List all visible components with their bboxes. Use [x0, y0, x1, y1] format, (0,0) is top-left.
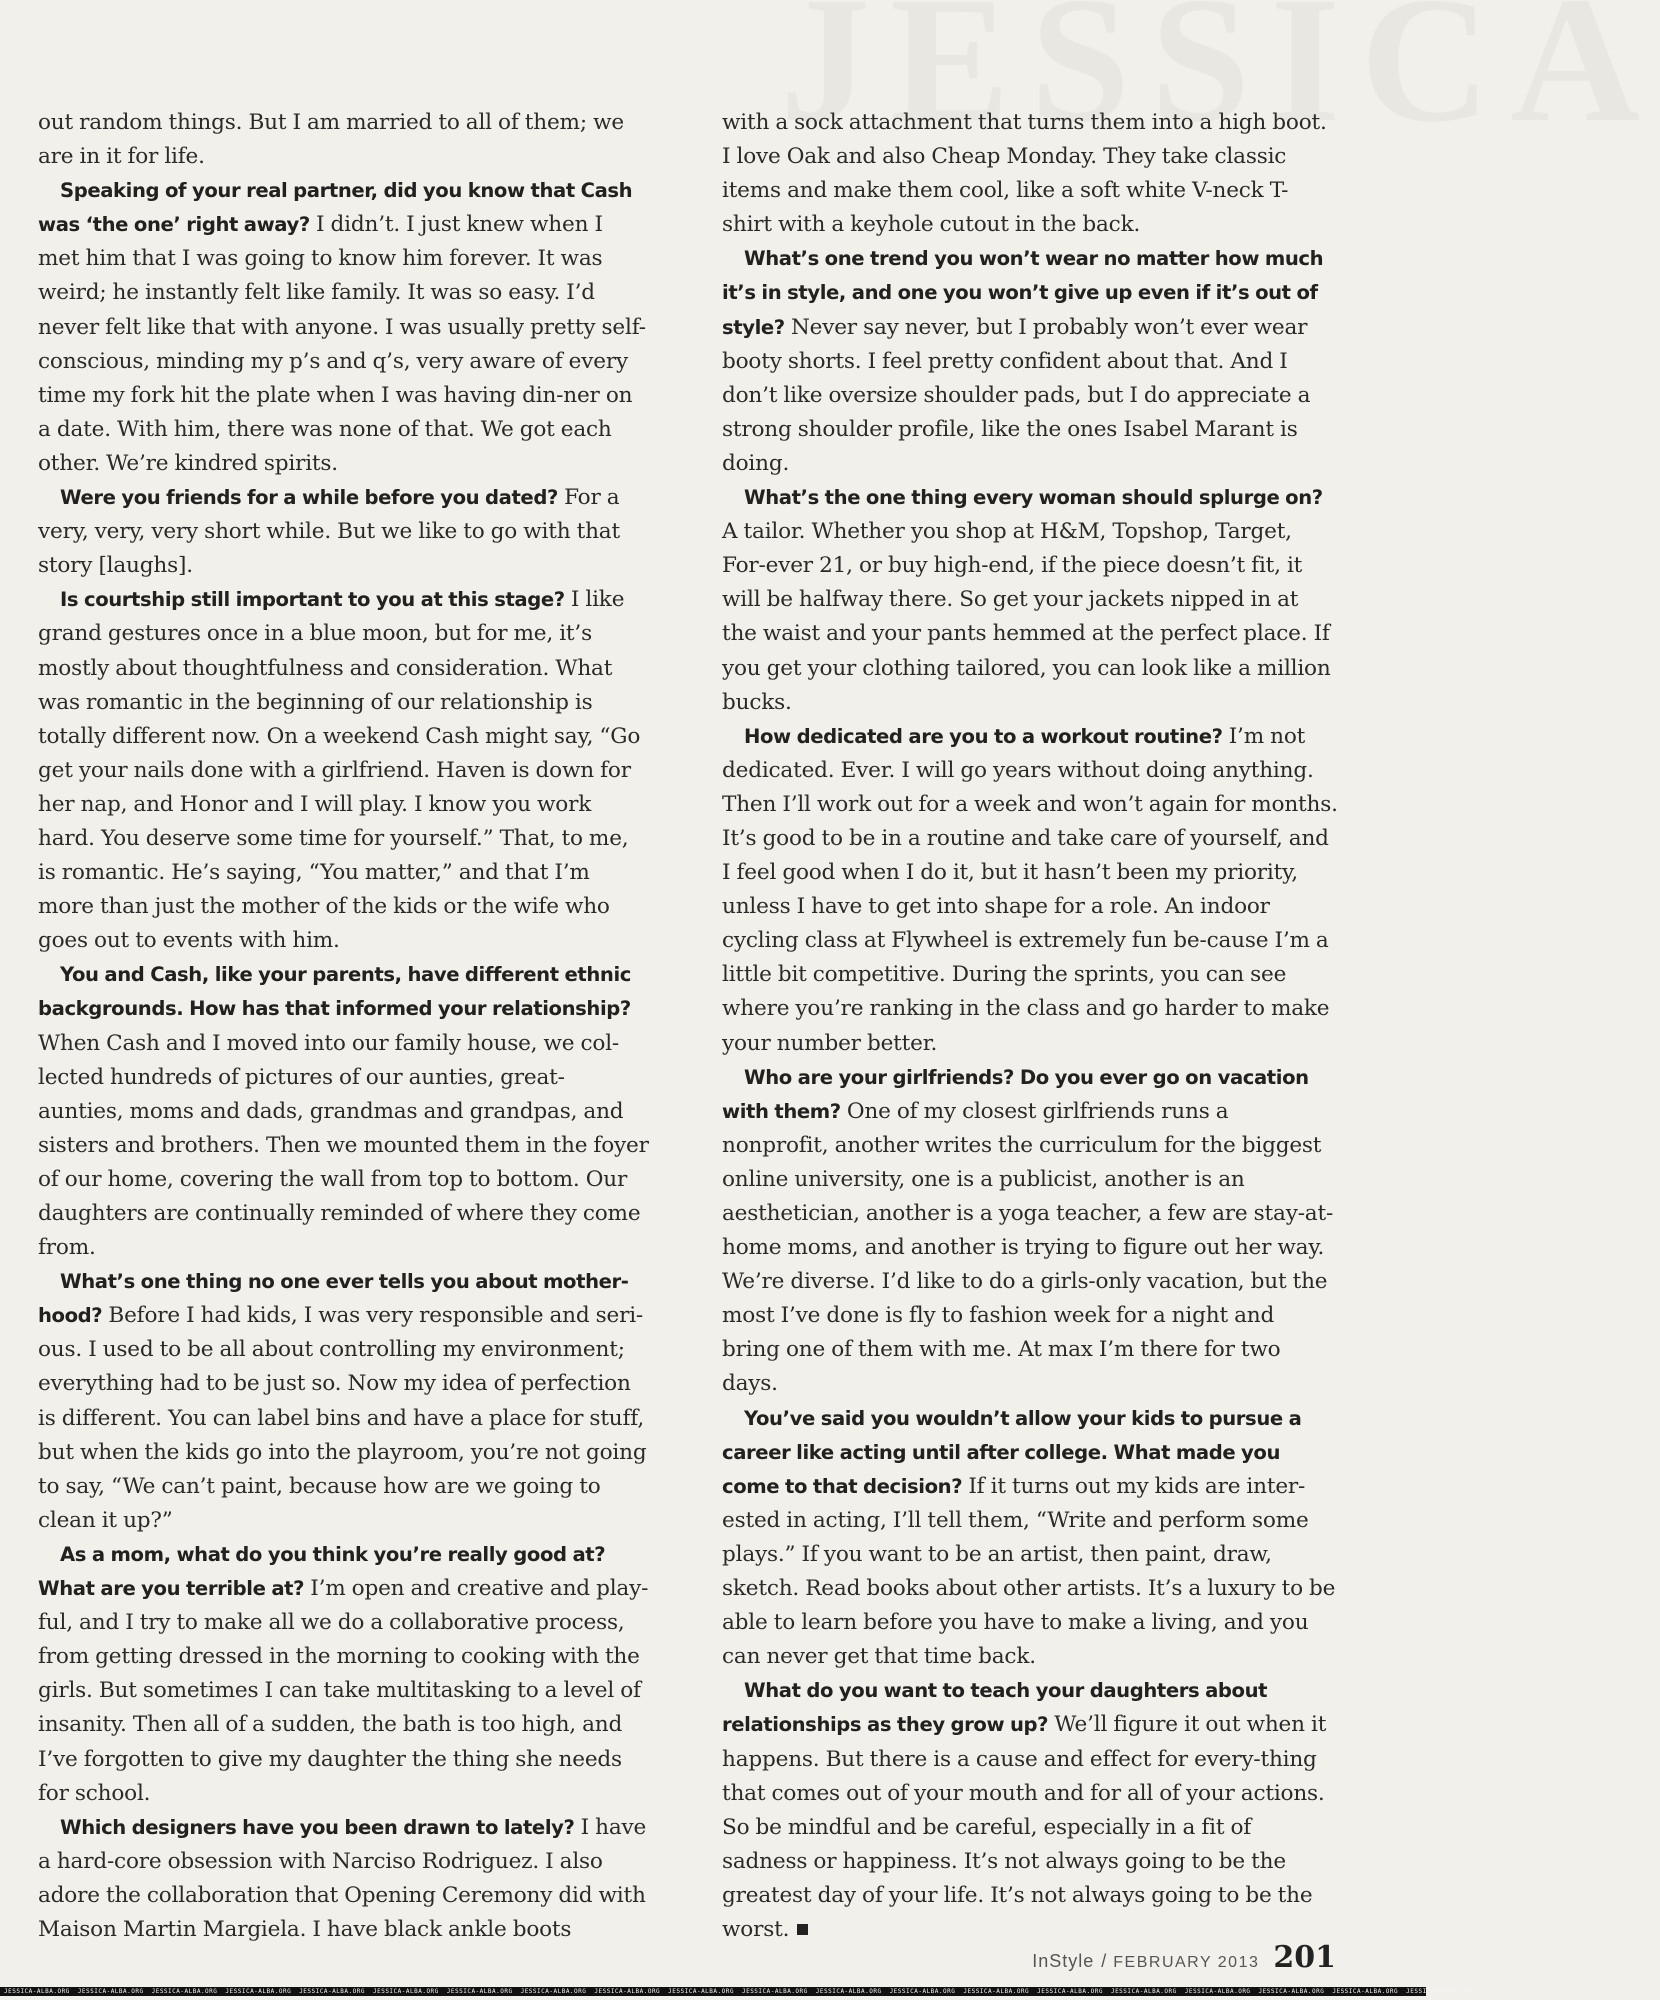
watermark-strip-text: JESSICA-ALBA.ORG [372, 1988, 439, 1995]
answer: A tailor. Whether you shop at H&M, Topshop, Target, For-ever 21, or buy high-end, if the piece doesn’t fit, it will be halfway there. So get your jackets nipped in at the waist and your pants hemmed at the perfect place. If you get your clothing tailored, you can look like a million bucks. [722, 519, 1331, 715]
answer: I didn’t. I just knew when I met him that I was going to know him forever. It was weird; he instantly felt like family. It was so easy. I’d never felt like that with anyone. I was usually pretty self-conscious, minding my p’s and q’s, very aware of every time my fork hit the plate when I was having din-ner on a date. With him, there was none of that. We got each other. We’re kindred spirits. [38, 212, 646, 476]
paragraph [38, 1538, 650, 1811]
question: Who are your girlfriends? Do you ever go on vacation with them? [722, 1065, 1309, 1123]
watermark-strip-text: JESSICA-ALBA.ORG [77, 1988, 144, 1995]
question: You’ve said you wouldn’t allow your kids to pursue a career like acting until after college. What made you come to that decision? [722, 1406, 1302, 1498]
footer-separator: / [1101, 1951, 1107, 1971]
watermark-strip-text: JESSICA-ALBA.ORG [520, 1988, 587, 1995]
paragraph [38, 106, 650, 174]
paragraph [722, 481, 1338, 720]
question: Were you friends for a while before you dated? [60, 486, 558, 510]
question: What do you want to teach your daughters about relationships as they grow up? [722, 1679, 1268, 1737]
magazine-name: InStyle [1032, 1951, 1095, 1971]
watermark-strip-text: JESSICA-ALBA.ORG [299, 1988, 365, 1995]
answer: Before I had kids, I was very responsible and seri-ous. I used to be all about controlling my environment; everything had to be just so. Now my idea of perfection is different. You can label bins and have a place for stuff, but when the kids go into the playroom, you’re not going to say, “We can’t paint, because how are we going to clean it up?” [38, 1303, 647, 1533]
paragraph [38, 174, 650, 481]
watermark-strip-text: JESSICA-ALBA.ORG [668, 1988, 734, 1995]
paragraph [38, 583, 650, 958]
page-footer [1032, 1940, 1336, 1975]
watermark-strip-text: JESSICA-ALBA.ORG [1406, 1988, 1472, 1995]
paragraph [722, 1402, 1338, 1675]
question: Is courtship still important to you at this stage? [60, 588, 565, 612]
background-headline-bleed [780, 0, 1426, 120]
watermark-strip-text: JESSICA-ALBA.ORG [1037, 1988, 1103, 1995]
answer: For a very, very, very short while. But we like to go with that story [laughs]. [38, 485, 620, 579]
paragraph [722, 720, 1338, 1061]
watermark-strip-text: JESSICA-ALBA.ORG [446, 1988, 513, 1995]
question: You and Cash, like your parents, have different ethnic backgrounds. How has that informed your relationship? [38, 963, 631, 1021]
answer: I’m not dedicated. Ever. I will go years without doing anything. Then I’ll work out for a week and won’t again for months. It’s good to be in a routine and take care of yourself, and I feel good when I do it, but it hasn’t been my priority, unless I have to get into shape for a role. An indoor cycling class at Flywheel is extremely fun be-cause I’m a little bit competitive. During the sprints, you can see where you’re ranking in the class and go harder to make your number better. [722, 723, 1338, 1056]
answer: When Cash and I moved into our family house, we col-lected hundreds of pictures of our aunties, great-aunties, moms and dads, grandmas and grandpas, and sisters and brothers. Then we mounted them in the foyer of our home, covering the wall from top to bottom. Our daughters are continually reminded of where they come from. [38, 1030, 649, 1261]
article-column-right [722, 106, 1338, 1947]
answer: with a sock attachment that turns them into a high boot. I love Oak and also Cheap Monday. They take classic items and make them cool, like a soft white V-neck T-shirt with a keyhole cutout in the back. [722, 110, 1327, 238]
paragraph [38, 1811, 650, 1947]
watermark-strip-text: JESSICA-ALBA.ORG [1184, 1988, 1251, 1995]
question: What’s the one thing every woman should splurge on? [744, 486, 1323, 510]
watermark-strip-text: JESSICA-ALBA.ORG [594, 1988, 661, 1995]
article-column-left [38, 106, 650, 1947]
question: Which designers have you been drawn to lately? [60, 1815, 575, 1839]
answer: If it turns out my kids are inter-ested in acting, I’ll tell them, “Write and perform some plays.” If you want to be an artist, then paint, draw, sketch. Read books about other artists. It’s a luxury to be able to learn before you have to make a living, and you can never get that time back. [722, 1473, 1336, 1670]
watermark-strip-text: JESSICA-ALBA.ORG [1332, 1988, 1399, 1995]
question: What’s one trend you won’t wear no matter how much it’s in style, and one you won’t give up even if it’s out of style? [722, 247, 1324, 339]
question: As a mom, what do you think you’re really good at? What are you terrible at? [38, 1542, 606, 1601]
end-of-article-square-icon [797, 1924, 808, 1935]
answer: I like grand gestures once in a blue moon, but for me, it’s mostly about thoughtfulness and consideration. What was romantic in the beginning of our relationship is totally different now. On a weekend Cash might say, “Go get your nails done with a girlfriend. Haven is down for her nap, and Honor and I will play. I know you work hard. You deserve some time for yourself.” That, to me, is romantic. He’s saying, “You matter,” and that I’m more than just the mother of the kids or the wife who goes out to events with him. [38, 587, 641, 954]
watermark-strip-text: JESSICA-ALBA.ORG [963, 1988, 1030, 1995]
paragraph [722, 1061, 1338, 1402]
watermark-strip-text: JESSICA-ALBA.ORG [1258, 1988, 1325, 1995]
issue-date: FEBRUARY 2013 [1113, 1954, 1260, 1971]
watermark-strip [0, 1987, 1472, 1996]
paragraph [722, 106, 1338, 242]
watermark-strip-text: JESSICA-ALBA.ORG [815, 1988, 882, 1995]
answer: out random things. But I am married to all of them; we are in it for life. [38, 110, 624, 170]
watermark-strip-text: JESSICA-ALBA.ORG [151, 1988, 218, 1995]
watermark-strip-text: JESSICA-ALBA.ORG [741, 1988, 808, 1995]
watermark-strip-text: JESSICA-ALBA.ORG [889, 1988, 956, 1995]
watermark-strip-text: JESSICA-ALBA.ORG [225, 1988, 292, 1995]
answer: I have a hard-core obsession with Narciso Rodriguez. I also adore the collaboration that Opening Ceremony did with Maison Martin Margiela. I have black ankle boots [38, 1814, 647, 1942]
watermark-strip-text: JESSICA-ALBA.ORG [1110, 1988, 1177, 1995]
paragraph [722, 1674, 1338, 1947]
question: What’s one thing no one ever tells you about mother-hood? [38, 1270, 629, 1328]
answer: Never say never, but I probably won’t ever wear booty shorts. I feel pretty confident about that. And I don’t like oversize shoulder pads, but I do appreciate a strong shoulder profile, like the ones Isabel Marant is doing. [722, 314, 1311, 476]
question: How dedicated are you to a workout routine? [744, 724, 1223, 748]
paragraph [38, 1265, 650, 1538]
paragraph [38, 481, 650, 583]
answer: We’ll figure it out when it happens. But there is a cause and effect for every-thing that comes out of your mouth and for all of your actions. So be mindful and be careful, especially in a fit of sadness or happiness. It’s not always going to be the greatest day of your life. It’s not always going to be the worst. [722, 1712, 1327, 1942]
paragraph [38, 958, 650, 1265]
question: Speaking of your real partner, did you know that Cash was ‘the one’ right away? [38, 179, 633, 237]
paragraph [722, 242, 1338, 481]
watermark-strip-text: JESSICA-ALBA.ORG [4, 1988, 70, 1995]
answer: One of my closest girlfriends runs a nonprofit, another writes the curriculum for the biggest online university, one is a publicist, another is an aesthetician, another is a yoga teacher, a few are stay-at-home moms, and another is trying to figure out her way. We’re diverse. I’d like to do a girls-only vacation, but the most I’ve done is fly to fashion week for a night and bring one of them with me. At max I’m there for two days. [722, 1098, 1334, 1397]
page-number: 201 [1273, 1940, 1336, 1975]
answer: I’m open and creative and play-ful, and I try to make all we do a collaborative process, from getting dressed in the morning to cooking with the girls. But sometimes I can take multitasking to a level of insanity. Then all of a sudden, the bath is too high, and I’ve forgotten to give my daughter the thing she needs for school. [38, 1576, 649, 1806]
